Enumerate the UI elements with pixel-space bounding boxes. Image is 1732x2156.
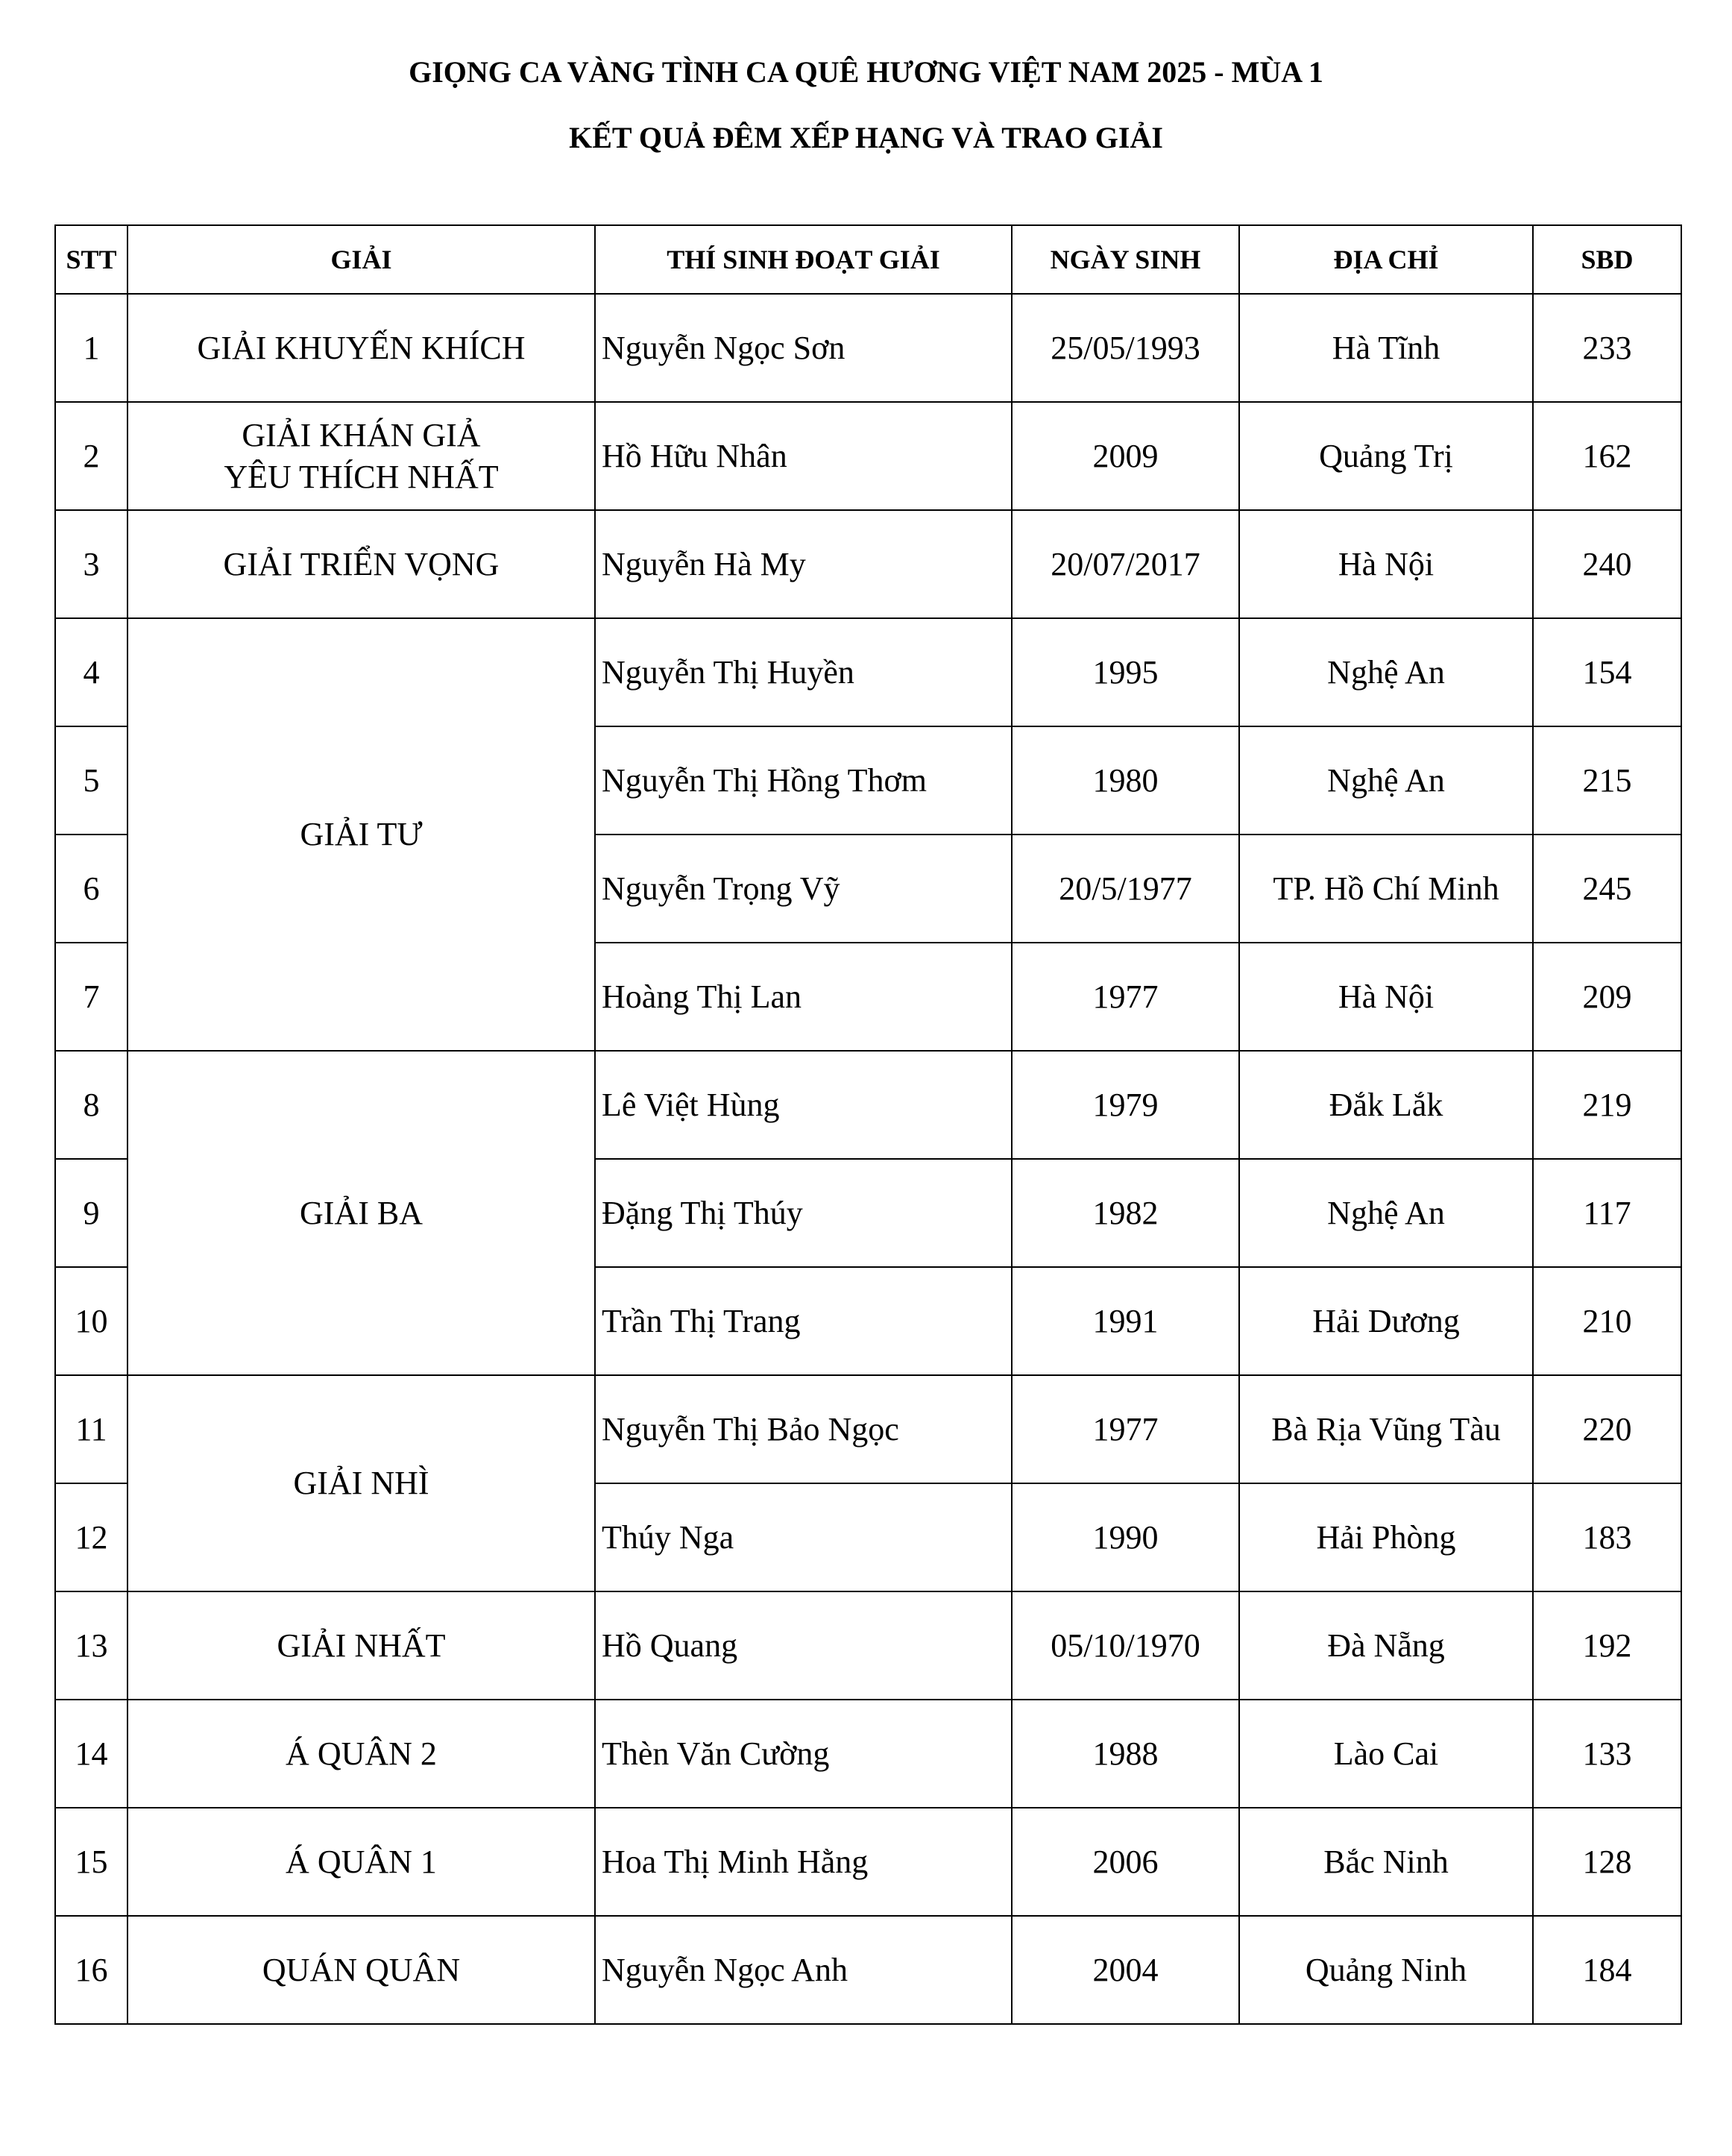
table-row	[55, 402, 1681, 510]
address: Bắc Ninh	[1239, 1808, 1533, 1916]
contestant-name: Nguyễn Hà My	[595, 510, 1012, 618]
prize-cell	[127, 510, 595, 618]
date-of-birth: 1980	[1012, 726, 1239, 835]
header-contestant: THÍ SINH ĐOẠT GIẢI	[595, 225, 1012, 294]
contestant-name: Thúy Nga	[595, 1483, 1012, 1591]
sbd: 245	[1533, 835, 1681, 943]
contestant-name: Nguyễn Ngọc Sơn	[595, 294, 1012, 402]
date-of-birth: 1979	[1012, 1051, 1239, 1159]
sbd: 233	[1533, 294, 1681, 402]
prize-label: GIẢI TƯ	[300, 816, 423, 852]
date-of-birth: 1991	[1012, 1267, 1239, 1375]
address: Hà Nội	[1239, 943, 1533, 1051]
address: Hải Dương	[1239, 1267, 1533, 1375]
address: Hà Nội	[1239, 510, 1533, 618]
row-stt: 4	[55, 618, 127, 726]
row-stt: 5	[55, 726, 127, 835]
row-stt: 2	[55, 402, 127, 510]
row-stt: 6	[55, 835, 127, 943]
address: Nghệ An	[1239, 1159, 1533, 1267]
contestant-name: Thèn Văn Cường	[595, 1700, 1012, 1808]
contestant-name: Nguyễn Thị Bảo Ngọc	[595, 1375, 1012, 1483]
header-stt: STT	[55, 225, 127, 294]
contestant-name: Đặng Thị Thúy	[595, 1159, 1012, 1267]
address: Đà Nẵng	[1239, 1591, 1533, 1700]
date-of-birth: 2004	[1012, 1916, 1239, 2024]
table-header-row	[55, 225, 1681, 294]
date-of-birth: 2009	[1012, 402, 1239, 510]
table-row	[55, 1916, 1681, 2024]
address: Hà Tĩnh	[1239, 294, 1533, 402]
contestant-name: Trần Thị Trang	[595, 1267, 1012, 1375]
table-row	[55, 510, 1681, 618]
table-row	[55, 1591, 1681, 1700]
header-address: ĐỊA CHỈ	[1239, 225, 1533, 294]
table-body	[55, 294, 1681, 2024]
prize-label: GIẢI NHÌ	[293, 1465, 429, 1501]
date-of-birth: 25/05/1993	[1012, 294, 1239, 402]
sbd: 192	[1533, 1591, 1681, 1700]
prize-label: Á QUÂN 2	[286, 1735, 437, 1772]
table-row	[55, 294, 1681, 402]
document-subtitle: KẾT QUẢ ĐÊM XẾP HẠNG VÀ TRAO GIẢI	[569, 121, 1163, 154]
sbd: 209	[1533, 943, 1681, 1051]
header-sbd: SBD	[1533, 225, 1681, 294]
date-of-birth: 1990	[1012, 1483, 1239, 1591]
sbd: 154	[1533, 618, 1681, 726]
prize-label: QUÁN QUÂN	[262, 1951, 461, 1988]
address: Lào Cai	[1239, 1700, 1533, 1808]
contestant-name: Hồ Hữu Nhân	[595, 402, 1012, 510]
date-of-birth: 2006	[1012, 1808, 1239, 1916]
row-stt: 11	[55, 1375, 127, 1483]
row-stt: 1	[55, 294, 127, 402]
contestant-name: Lê Việt Hùng	[595, 1051, 1012, 1159]
prize-label: Á QUÂN 1	[286, 1843, 437, 1880]
row-stt: 15	[55, 1808, 127, 1916]
row-stt: 14	[55, 1700, 127, 1808]
contestant-name: Nguyễn Thị Huyền	[595, 618, 1012, 726]
prize-cell	[127, 1591, 595, 1700]
row-stt: 9	[55, 1159, 127, 1267]
date-of-birth: 05/10/1970	[1012, 1591, 1239, 1700]
address: Nghệ An	[1239, 726, 1533, 835]
prize-cell	[127, 618, 595, 1051]
date-of-birth: 20/07/2017	[1012, 510, 1239, 618]
date-of-birth: 1982	[1012, 1159, 1239, 1267]
sbd: 184	[1533, 1916, 1681, 2024]
sbd: 240	[1533, 510, 1681, 618]
address: Quảng Ninh	[1239, 1916, 1533, 2024]
prize-cell	[127, 402, 595, 510]
sbd: 219	[1533, 1051, 1681, 1159]
row-stt: 10	[55, 1267, 127, 1375]
contestant-name: Hồ Quang	[595, 1591, 1012, 1700]
header-prize: GIẢI	[127, 225, 595, 294]
prize-label: GIẢI KHÁN GIẢ	[242, 416, 481, 453]
document-title: GIỌNG CA VÀNG TÌNH CA QUÊ HƯƠNG VIỆT NAM 2025 - MÙA 1	[409, 55, 1323, 89]
table-row	[55, 1700, 1681, 1808]
prize-cell	[127, 1375, 595, 1591]
row-stt: 12	[55, 1483, 127, 1591]
address: Bà Rịa Vũng Tàu	[1239, 1375, 1533, 1483]
table-row	[55, 1051, 1681, 1159]
row-stt: 16	[55, 1916, 127, 2024]
table-row	[55, 618, 1681, 726]
row-stt: 7	[55, 943, 127, 1051]
prize-label: GIẢI NHẤT	[277, 1627, 446, 1664]
contestant-name: Nguyễn Ngọc Anh	[595, 1916, 1012, 2024]
prize-cell	[127, 1051, 595, 1375]
row-stt: 13	[55, 1591, 127, 1700]
sbd: 117	[1533, 1159, 1681, 1267]
sbd: 215	[1533, 726, 1681, 835]
sbd: 128	[1533, 1808, 1681, 1916]
sbd: 220	[1533, 1375, 1681, 1483]
address: TP. Hồ Chí Minh	[1239, 835, 1533, 943]
date-of-birth: 1988	[1012, 1700, 1239, 1808]
prize-cell	[127, 1916, 595, 2024]
address: Quảng Trị	[1239, 402, 1533, 510]
prize-label: YÊU THÍCH NHẤT	[224, 458, 499, 495]
contestant-name: Hoa Thị Minh Hằng	[595, 1808, 1012, 1916]
prize-cell	[127, 1700, 595, 1808]
address: Hải Phòng	[1239, 1483, 1533, 1591]
prize-cell	[127, 294, 595, 402]
row-stt: 3	[55, 510, 127, 618]
results-table	[54, 224, 1682, 2025]
sbd: 210	[1533, 1267, 1681, 1375]
address: Đắk Lắk	[1239, 1051, 1533, 1159]
prize-cell	[127, 1808, 595, 1916]
table-row	[55, 1808, 1681, 1916]
contestant-name: Nguyễn Trọng Vỹ	[595, 835, 1012, 943]
row-stt: 8	[55, 1051, 127, 1159]
sbd: 133	[1533, 1700, 1681, 1808]
prize-label: GIẢI KHUYẾN KHÍCH	[197, 329, 526, 366]
date-of-birth: 1995	[1012, 618, 1239, 726]
address: Nghệ An	[1239, 618, 1533, 726]
sbd: 183	[1533, 1483, 1681, 1591]
contestant-name: Nguyễn Thị Hồng Thơm	[595, 726, 1012, 835]
header-date-of-birth: NGÀY SINH	[1012, 225, 1239, 294]
prize-label: GIẢI BA	[300, 1194, 423, 1231]
date-of-birth: 1977	[1012, 1375, 1239, 1483]
sbd: 162	[1533, 402, 1681, 510]
prize-label: GIẢI TRIỂN VỌNG	[223, 545, 500, 582]
table-row	[55, 1375, 1681, 1483]
date-of-birth: 1977	[1012, 943, 1239, 1051]
date-of-birth: 20/5/1977	[1012, 835, 1239, 943]
contestant-name: Hoàng Thị Lan	[595, 943, 1012, 1051]
